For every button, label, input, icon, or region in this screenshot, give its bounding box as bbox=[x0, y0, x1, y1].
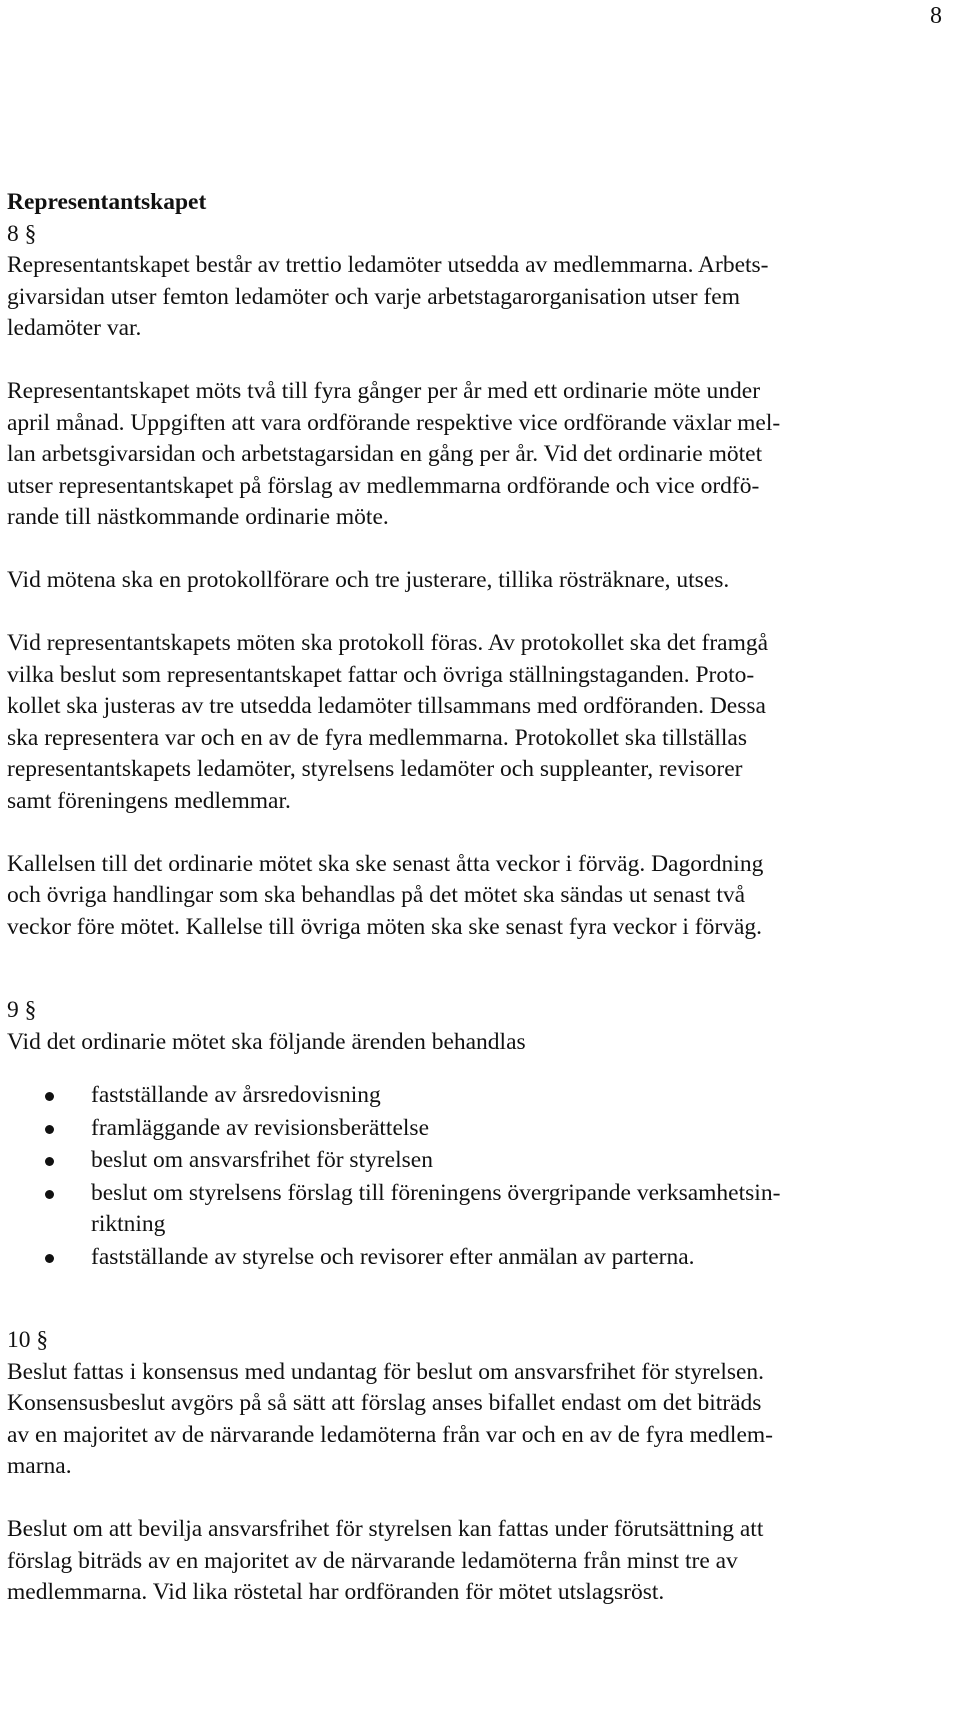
text-line: representantskapets ledamöter, styrelsens ledamöter och suppleanter, revisorer bbox=[7, 756, 743, 782]
s9-intro: Vid det ordinarie mötet ska följande ärenden behandlas bbox=[7, 1028, 526, 1055]
bullet-icon bbox=[45, 1157, 54, 1166]
text-line: Beslut fattas i konsensus med undantag för beslut om ansvarsfrihet för styrelsen. bbox=[7, 1358, 765, 1385]
text-line: Konsensusbeslut avgörs på så sätt att förslag anses bifallet endast om det biträds bbox=[7, 1390, 762, 1416]
list-item bbox=[7, 1178, 942, 1241]
text-line: av en majoritet av de närvarande ledamöterna från var och en av de fyra medlem- bbox=[7, 1421, 773, 1448]
text-line: Beslut om att bevilja ansvarsfrihet för styrelsen kan fattas under förutsättning att bbox=[7, 1516, 764, 1542]
list-item-text: beslut om ansvarsfrihet för styrelsen bbox=[91, 1147, 433, 1173]
agenda-list bbox=[7, 1080, 942, 1273]
s8-paragraph-2 bbox=[7, 376, 942, 534]
text-line: givarsidan utser femton ledamöter och varje arbetstagarorganisation utser fem bbox=[7, 283, 741, 310]
text-line: ledamöter var. bbox=[7, 315, 142, 341]
text-line: veckor före mötet. Kallelse till övriga möten ska ske senast fyra veckor i förväg. bbox=[7, 913, 763, 940]
text-line: marna. bbox=[7, 1453, 72, 1479]
text-line: Kallelsen till det ordinarie mötet ska ske senast åtta veckor i förväg. Dagordning bbox=[7, 850, 764, 877]
text-line: Vid representantskapets möten ska protokoll föras. Av protokollet ska det framgå bbox=[7, 630, 769, 656]
list-item bbox=[7, 1113, 942, 1145]
page-number: 8 bbox=[930, 3, 942, 29]
list-item-text: beslut om styrelsens förslag till föreningens övergripande verksamhetsin- bbox=[91, 1179, 781, 1206]
list-item bbox=[7, 1080, 942, 1112]
s8-paragraph-5 bbox=[7, 849, 942, 944]
paragraph-number-9: 9 § bbox=[7, 997, 37, 1023]
bullet-icon bbox=[45, 1092, 54, 1101]
text-line: Representantskapet möts två till fyra gånger per år med ett ordinarie möte under bbox=[7, 378, 761, 404]
document-body bbox=[7, 187, 942, 1609]
bullet-icon bbox=[45, 1190, 54, 1199]
list-item-text: fastställande av styrelse och revisorer efter anmälan av parterna. bbox=[91, 1243, 695, 1270]
bullet-icon bbox=[45, 1125, 54, 1134]
text-line: vilka beslut som representantskapet fattar och övriga ställningstaganden. Proto- bbox=[7, 661, 755, 688]
s8-paragraph-4 bbox=[7, 628, 942, 817]
paragraph-number-10: 10 § bbox=[7, 1327, 49, 1353]
bullet-icon bbox=[45, 1254, 54, 1263]
text-line: kollet ska justeras av tre utsedda ledamöter tillsammans med ordföranden. Dessa bbox=[7, 693, 766, 719]
text-line: Vid mötena ska en protokollförare och tre justerare, tillika rösträknare, utses. bbox=[7, 567, 730, 593]
text-line: rande till nästkommande ordinarie möte. bbox=[7, 504, 389, 530]
list-item bbox=[7, 1242, 942, 1274]
text-line: utser representantskapet på förslag av medlemmarna ordförande och vice ordfö- bbox=[7, 472, 760, 499]
list-item-text: fastställande av årsredovisning bbox=[91, 1082, 381, 1108]
text-line: samt föreningens medlemmar. bbox=[7, 787, 291, 814]
paragraph-number-8: 8 § bbox=[7, 220, 37, 247]
s8-paragraph-1 bbox=[7, 250, 942, 345]
text-line: medlemmarna. Vid lika röstetal har ordföranden för mötet utslagsröst. bbox=[7, 1579, 665, 1605]
text-line: ska representera var och en av de fyra medlemmarna. Protokollet ska tillställas bbox=[7, 724, 747, 751]
text-line: Representantskapet består av trettio ledamöter utsedda av medlemmarna. Arbets- bbox=[7, 252, 769, 278]
text-line: april månad. Uppgiften att vara ordförande respektive vice ordförande växlar mel- bbox=[7, 409, 781, 436]
list-item-text: riktning bbox=[91, 1211, 166, 1237]
text-line: och övriga handlingar som ska behandlas på det mötet ska sändas ut senast två bbox=[7, 882, 746, 908]
s10-paragraph-1 bbox=[7, 1357, 942, 1483]
section-heading: Representantskapet bbox=[7, 189, 207, 215]
text-line: förslag biträds av en majoritet av de närvarande ledamöterna från minst tre av bbox=[7, 1547, 738, 1574]
s8-paragraph-3 bbox=[7, 565, 942, 597]
list-item-text: framläggande av revisionsberättelse bbox=[91, 1114, 429, 1141]
s10-paragraph-2 bbox=[7, 1514, 942, 1609]
text-line: lan arbetsgivarsidan och arbetstagarsidan en gång per år. Vid det ordinarie mötet bbox=[7, 441, 763, 467]
list-item bbox=[7, 1145, 942, 1177]
